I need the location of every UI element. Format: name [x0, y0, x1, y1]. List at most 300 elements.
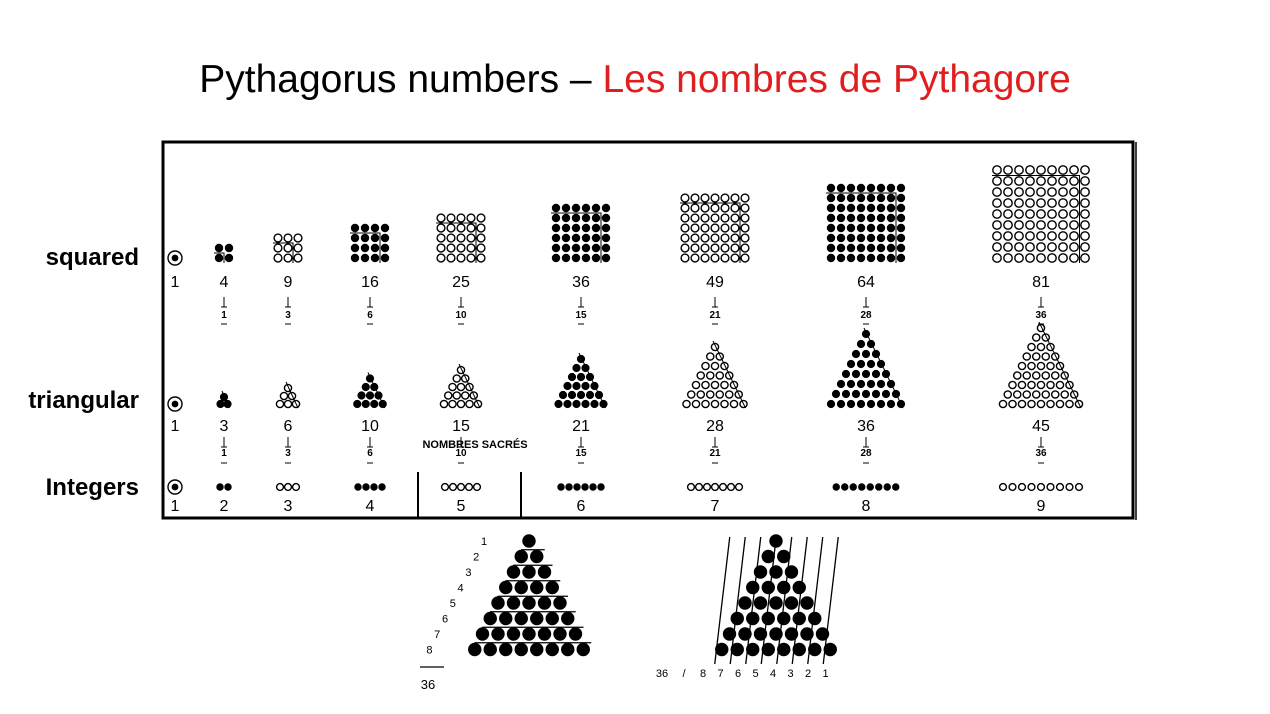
triangular-dot [1014, 372, 1021, 379]
squared-dot [731, 244, 739, 252]
triangular-dot [867, 360, 874, 367]
squared-dot [437, 214, 445, 222]
squared-dot [887, 224, 895, 232]
triangular-dot [887, 400, 894, 407]
squared-dot [294, 254, 302, 262]
triangular-value: 3 [219, 418, 229, 435]
squared-dot [1026, 232, 1034, 240]
squared-dot [721, 214, 729, 222]
squared-dot [897, 184, 905, 192]
triangular-dot [564, 382, 571, 389]
integer-dot [867, 484, 874, 491]
squared-dot [837, 224, 845, 232]
squared-dot [837, 254, 845, 262]
big-left-triangle-dot [499, 612, 512, 625]
squared-dot [857, 224, 865, 232]
squared-dot [1048, 188, 1056, 196]
big-left-triangle-dot [523, 535, 536, 548]
integer-value: 1 [170, 498, 180, 515]
integer-dot [371, 484, 378, 491]
squared-dot [897, 244, 905, 252]
triangular-dot [582, 382, 589, 389]
squared-dot [467, 244, 475, 252]
squared-dot [351, 254, 359, 262]
integer-dot [474, 484, 481, 491]
squared-dot [1081, 232, 1089, 240]
squared-dot [867, 204, 875, 212]
squared-dot [457, 224, 465, 232]
integer-dot [1076, 484, 1083, 491]
squared-dot [284, 234, 292, 242]
squared-dot [1048, 166, 1056, 174]
triangular-dot [362, 400, 369, 407]
triangular-dot [842, 370, 849, 377]
squared-dot [274, 234, 282, 242]
triangular-dot [852, 390, 859, 397]
triangular-dot [711, 381, 718, 388]
squared-dot [1015, 188, 1023, 196]
triangular-dot [449, 383, 456, 390]
squared-dot [1070, 188, 1078, 196]
squared-dot [847, 224, 855, 232]
squared-dot [857, 194, 865, 202]
squared-dot [837, 234, 845, 242]
triangular-dot [577, 391, 584, 398]
big-left-triangle-dot [546, 612, 559, 625]
triangular-dot [716, 391, 723, 398]
integer-dot [450, 484, 457, 491]
triangular-dot [683, 400, 690, 407]
big-left-triangle-dot [523, 597, 536, 610]
triangular-dot [837, 380, 844, 387]
triangular-dot [688, 391, 695, 398]
squared-dot [467, 254, 475, 262]
squared-dot [1070, 166, 1078, 174]
integer-dot [558, 484, 565, 491]
triangular-dot [877, 400, 884, 407]
right-total-separator: / [682, 668, 686, 680]
big-right-triangle-dot [777, 581, 790, 594]
right-diagonal-number: 8 [699, 668, 707, 680]
big-left-triangle-dot [546, 643, 559, 656]
big-right-triangle-dot [762, 612, 775, 625]
squared-dot [371, 254, 379, 262]
squared-dot [1081, 254, 1089, 262]
squared-dot [681, 214, 689, 222]
squared-dot [1015, 232, 1023, 240]
triangular-dot [354, 400, 361, 407]
triangular-dot [857, 400, 864, 407]
squared-dot [877, 244, 885, 252]
squared-dot [592, 214, 600, 222]
squared-dot [731, 194, 739, 202]
left-row-number: 7 [434, 629, 441, 641]
squared-dot [1037, 210, 1045, 218]
integer-dot [736, 484, 743, 491]
integer-dot [1066, 484, 1073, 491]
integer-dot [582, 484, 589, 491]
squared-dot [1059, 232, 1067, 240]
integer-dot [833, 484, 840, 491]
big-left-triangle-dot [530, 550, 543, 563]
squared-dot [681, 234, 689, 242]
triangular-value: 6 [283, 418, 293, 435]
triangular-dot [366, 392, 373, 399]
title-english: Pythagorus numbers [199, 58, 560, 101]
triangular-dot [837, 400, 844, 407]
big-right-triangle-dot [808, 612, 821, 625]
triangular-dot [555, 400, 562, 407]
triangular-dot [707, 372, 714, 379]
squared-dot [877, 234, 885, 242]
integer-dot [590, 484, 597, 491]
triangular-dot [586, 373, 593, 380]
squared-dot [1037, 188, 1045, 196]
integer-dot [884, 484, 891, 491]
integer-dot [225, 484, 232, 491]
squared-dot [602, 214, 610, 222]
squared-dot [827, 204, 835, 212]
squared-dot [847, 184, 855, 192]
triangular-dot [284, 400, 291, 407]
integer-dot [850, 484, 857, 491]
squared-dot [1081, 177, 1089, 185]
squared-dot [1070, 210, 1078, 218]
big-left-triangle-dot [507, 628, 520, 641]
squared-dot [457, 254, 465, 262]
triangular-dot [867, 400, 874, 407]
triangular-dot [1042, 372, 1049, 379]
big-right-triangle-dot [762, 581, 775, 594]
integer-figure-dot-center [172, 484, 178, 490]
squared-dot [477, 244, 485, 252]
squared-dot [447, 214, 455, 222]
integer-dot [363, 484, 370, 491]
squared-dot [582, 254, 590, 262]
squared-dot [691, 244, 699, 252]
triangular-dot [1004, 391, 1011, 398]
triangular-dot [1033, 372, 1040, 379]
squared-dot [477, 224, 485, 232]
big-right-triangle-dot [777, 612, 790, 625]
triangular-dot [1033, 353, 1040, 360]
squared-dot [1037, 199, 1045, 207]
triangular-dot [857, 340, 864, 347]
integer-value: 5 [456, 498, 466, 515]
squared-dot [711, 244, 719, 252]
squared-dot [877, 194, 885, 202]
integer-dot [442, 484, 449, 491]
squared-dot [1015, 177, 1023, 185]
right-diagonal-number: 5 [752, 668, 759, 680]
triangular-value: 1 [170, 418, 180, 435]
squared-dot [1081, 210, 1089, 218]
squared-dot [993, 166, 1001, 174]
integer-dot [892, 484, 899, 491]
squared-dot [887, 204, 895, 212]
squared-dot [437, 224, 445, 232]
integer-value: 2 [219, 498, 229, 515]
squared-dot [1015, 210, 1023, 218]
big-left-triangle-dot [515, 612, 528, 625]
squared-dot [1037, 232, 1045, 240]
triangular-dot [707, 391, 714, 398]
squared-dot [701, 204, 709, 212]
squared-dot [602, 244, 610, 252]
squared-dot [1059, 199, 1067, 207]
integer-dot [1057, 484, 1064, 491]
squared-dot [381, 244, 389, 252]
squared-dot [447, 254, 455, 262]
squared-dot [877, 214, 885, 222]
triangular-dot [371, 400, 378, 407]
triangular-dot [1033, 334, 1040, 341]
triangular-dot [276, 400, 283, 407]
squared-dot [993, 221, 1001, 229]
triangular-dot [842, 390, 849, 397]
squared-dot [1026, 199, 1034, 207]
squared-dot [1015, 221, 1023, 229]
squared-dot [552, 224, 560, 232]
integer-dot [841, 484, 848, 491]
triangular-dot [827, 400, 834, 407]
squared-dot [1037, 243, 1045, 251]
squared-dot [1081, 221, 1089, 229]
squared-dot [721, 204, 729, 212]
squared-dot [215, 244, 223, 252]
triangular-dot [1023, 353, 1030, 360]
squared-dot [857, 204, 865, 212]
triangular-dot [358, 392, 365, 399]
triangular-sub-value: 1 [221, 448, 227, 459]
integer-dot [285, 484, 292, 491]
triangular-dot [1009, 381, 1016, 388]
squared-dot [721, 254, 729, 262]
squared-sub-value: 15 [575, 310, 587, 321]
triangular-dot [697, 391, 704, 398]
big-right-triangle-dot [739, 597, 752, 610]
squared-dot [1026, 254, 1034, 262]
left-row-number: 1 [480, 536, 488, 548]
squared-dot [993, 254, 1001, 262]
squared-dot [681, 204, 689, 212]
big-left-triangle-dot [468, 643, 481, 656]
squared-sub-value: 28 [860, 310, 872, 321]
squared-dot [562, 204, 570, 212]
integer-dot [1028, 484, 1035, 491]
triangular-dot [857, 380, 864, 387]
big-right-triangle-dot [731, 612, 744, 625]
squared-dot [887, 254, 895, 262]
squared-dot [602, 254, 610, 262]
triangular-dot [1018, 381, 1025, 388]
squared-dot [993, 177, 1001, 185]
triangular-dot [371, 383, 378, 390]
left-row-number: 6 [441, 613, 449, 626]
squared-dot [827, 224, 835, 232]
sacred-numbers-label: NOMBRES SACRÉS [422, 439, 528, 451]
integer-dot [1009, 484, 1016, 491]
squared-dot [691, 234, 699, 242]
triangular-dot [568, 391, 575, 398]
squared-dot [552, 254, 560, 262]
triangular-value: 36 [857, 418, 875, 435]
squared-sub-value: 3 [285, 310, 291, 321]
triangular-dot [586, 391, 593, 398]
squared-sub-value: 10 [455, 310, 467, 321]
squared-dot [1059, 177, 1067, 185]
right-total: 36 [655, 668, 669, 680]
squared-dot [225, 244, 233, 252]
triangular-dot [1037, 381, 1044, 388]
squared-dot [877, 204, 885, 212]
integer-dot [566, 484, 573, 491]
title-separator: – [559, 58, 603, 101]
triangular-dot [692, 381, 699, 388]
triangular-dot [692, 400, 699, 407]
triangular-dot [726, 391, 733, 398]
squared-dot [552, 234, 560, 242]
squared-dot [457, 214, 465, 222]
big-left-triangle-dot [538, 566, 551, 579]
triangular-dot [462, 392, 469, 399]
integer-dot [355, 484, 362, 491]
squared-dot [562, 224, 570, 232]
squared-dot [1004, 188, 1012, 196]
big-left-triangle-dot [523, 566, 536, 579]
integer-dot [1047, 484, 1054, 491]
squared-dot [467, 234, 475, 242]
squared-dot [877, 254, 885, 262]
squared-dot [701, 244, 709, 252]
left-row-number: 3 [465, 567, 472, 579]
squared-dot [582, 204, 590, 212]
squared-value: 4 [219, 274, 229, 291]
squared-dot [887, 194, 895, 202]
squared-dot [827, 254, 835, 262]
right-diagonal-number: 6 [734, 668, 742, 680]
squared-value: 9 [283, 274, 293, 291]
triangular-dot [591, 400, 598, 407]
triangular-dot [1052, 391, 1059, 398]
squared-dot [582, 234, 590, 242]
squared-dot [572, 214, 580, 222]
triangular-dot [1014, 391, 1021, 398]
squared-dot [1048, 254, 1056, 262]
triangular-dot [872, 370, 879, 377]
integer-value: 3 [283, 498, 293, 515]
table-frame [163, 142, 1133, 518]
triangular-dot [1028, 343, 1035, 350]
squared-dot [381, 254, 389, 262]
squared-dot [437, 234, 445, 242]
triangular-dot [847, 360, 854, 367]
integer-dot [696, 484, 703, 491]
squared-dot [721, 194, 729, 202]
triangular-dot [999, 400, 1006, 407]
squared-dot [827, 184, 835, 192]
squared-dot [741, 244, 749, 252]
integer-dot [688, 484, 695, 491]
integer-dot [875, 484, 882, 491]
triangular-value: 21 [572, 418, 590, 435]
triangular-dot [872, 390, 879, 397]
squared-dot [592, 234, 600, 242]
integer-dot [1000, 484, 1007, 491]
integer-dot [574, 484, 581, 491]
squared-dot [294, 234, 302, 242]
triangular-dot [862, 350, 869, 357]
squared-dot [351, 224, 359, 232]
squared-dot [572, 204, 580, 212]
squared-dot [1026, 221, 1034, 229]
squared-dot [274, 244, 282, 252]
triangular-dot [280, 392, 287, 399]
right-diagonal-number: 3 [787, 668, 794, 680]
squared-dot [1070, 199, 1078, 207]
squared-dot [847, 204, 855, 212]
row-label-squared: squared [45, 244, 139, 271]
big-right-triangle-dot [801, 597, 814, 610]
big-right-triangle-dot [777, 550, 790, 563]
squared-dot [867, 194, 875, 202]
squared-dot [837, 184, 845, 192]
triangular-dot [568, 373, 575, 380]
triangular-dot [847, 400, 854, 407]
integer-dot [379, 484, 386, 491]
integer-dot [712, 484, 719, 491]
triangular-dot [702, 400, 709, 407]
triangular-dot [1023, 372, 1030, 379]
squared-dot [371, 234, 379, 242]
squared-dot [294, 244, 302, 252]
triangular-dot [857, 360, 864, 367]
squared-dot [741, 234, 749, 242]
integer-dot [1019, 484, 1026, 491]
triangular-dot [1066, 400, 1073, 407]
squared-dot [857, 184, 865, 192]
squared-dot [993, 199, 1001, 207]
squared-dot [1026, 166, 1034, 174]
triangular-dot [1018, 400, 1025, 407]
squared-dot [837, 194, 845, 202]
triangular-dot [564, 400, 571, 407]
triangular-dot [1047, 400, 1054, 407]
squared-dot [721, 234, 729, 242]
squared-dot [351, 244, 359, 252]
big-right-triangle-dot [770, 597, 783, 610]
row-label-triangular: triangular [28, 387, 139, 414]
big-left-triangle-dot [554, 597, 567, 610]
squared-dot [1004, 199, 1012, 207]
squared-dot [847, 254, 855, 262]
squared-dot [877, 224, 885, 232]
squared-dot [447, 224, 455, 232]
squared-dot [477, 214, 485, 222]
squared-dot [701, 194, 709, 202]
squared-value: 49 [706, 274, 724, 291]
big-left-triangle-dot [554, 628, 567, 641]
triangular-dot [1042, 353, 1049, 360]
big-left-triangle-dot [484, 612, 497, 625]
big-right-triangle-dot [785, 597, 798, 610]
squared-dot [741, 214, 749, 222]
triangular-dot [872, 350, 879, 357]
squared-dot [857, 254, 865, 262]
squared-dot [993, 243, 1001, 251]
left-row-number: 5 [449, 598, 456, 610]
squared-dot [1070, 232, 1078, 240]
